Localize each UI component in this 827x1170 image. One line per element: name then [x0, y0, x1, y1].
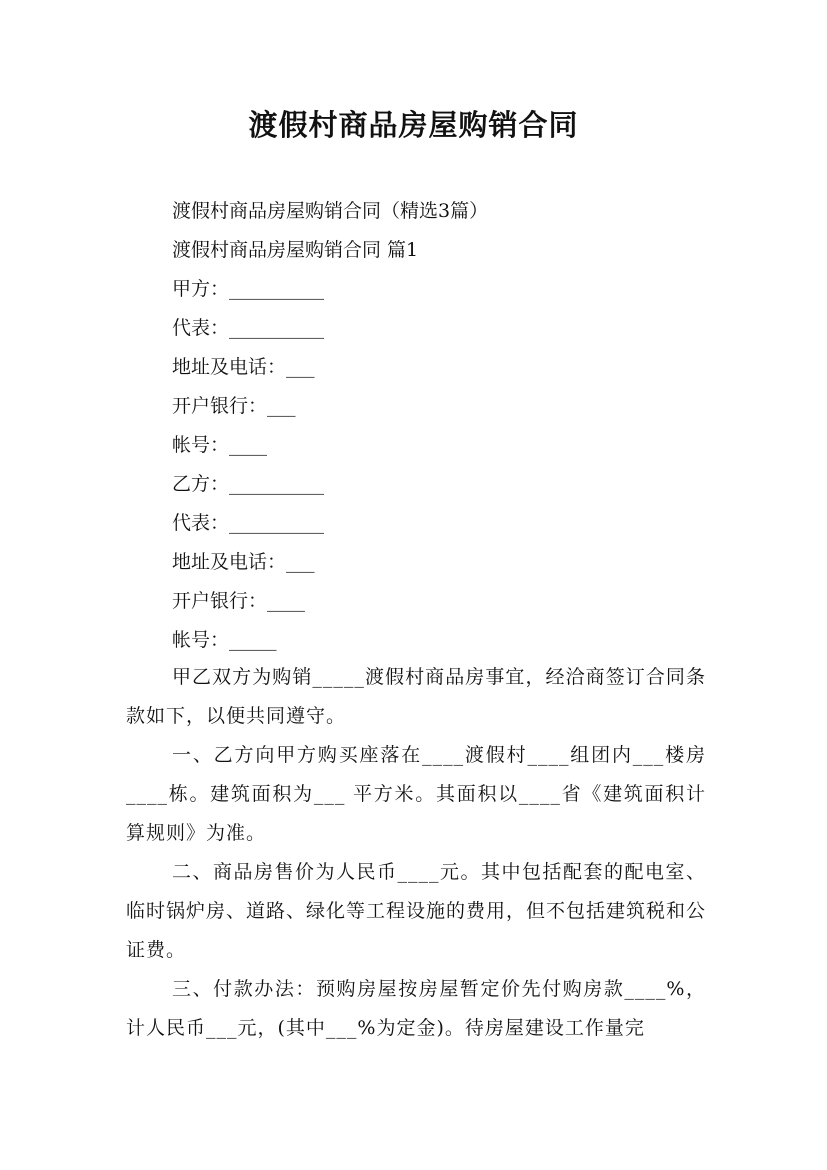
- party-a-address-field: 地址及电话：___: [172, 356, 315, 378]
- party-a-bank-field: 开户银行：___: [172, 395, 296, 417]
- party-b-address-field: 地址及电话：___: [172, 551, 315, 573]
- paragraph-intro: 甲乙双方为购销_____渡假村商品房事宜，经洽商签订合同条款如下，以便共同遵守。: [126, 666, 706, 727]
- section-heading: 渡假村商品房屋购销合同 篇1: [172, 239, 419, 261]
- party-b-account-field: 帐号：_____: [172, 629, 277, 651]
- paragraph-clause-3: 三、付款办法：预购房屋按房屋暂定价先付购房款____%，计人民币___元，(其中___%为定金)。待房屋建设工作量完: [126, 978, 706, 1039]
- paragraph-clause-1: 一、乙方向甲方购买座落在____渡假村____组团内___楼房____栋。建筑面积为___ 平方米。其面积以____省《建筑面积计算规则》为准。: [126, 744, 706, 844]
- party-b-representative-field: 代表：__________: [172, 512, 325, 534]
- party-a-account-field: 帐号：____: [172, 434, 268, 456]
- paragraph-clause-2: 二、商品房售价为人民币____元。其中包括配套的配电室、临时锅炉房、道路、绿化等工程设施的费用，但不包括建筑税和公证费。: [126, 861, 707, 961]
- document-title: 渡假村商品房屋购销合同: [248, 108, 579, 142]
- party-a-representative-field: 代表：__________: [172, 317, 325, 339]
- subtitle-line: 渡假村商品房屋购销合同（精选3篇）: [172, 200, 489, 222]
- party-a-field: 甲方：__________: [172, 278, 325, 300]
- party-b-bank-field: 开户银行：____: [172, 590, 306, 612]
- party-b-field: 乙方：__________: [172, 473, 325, 495]
